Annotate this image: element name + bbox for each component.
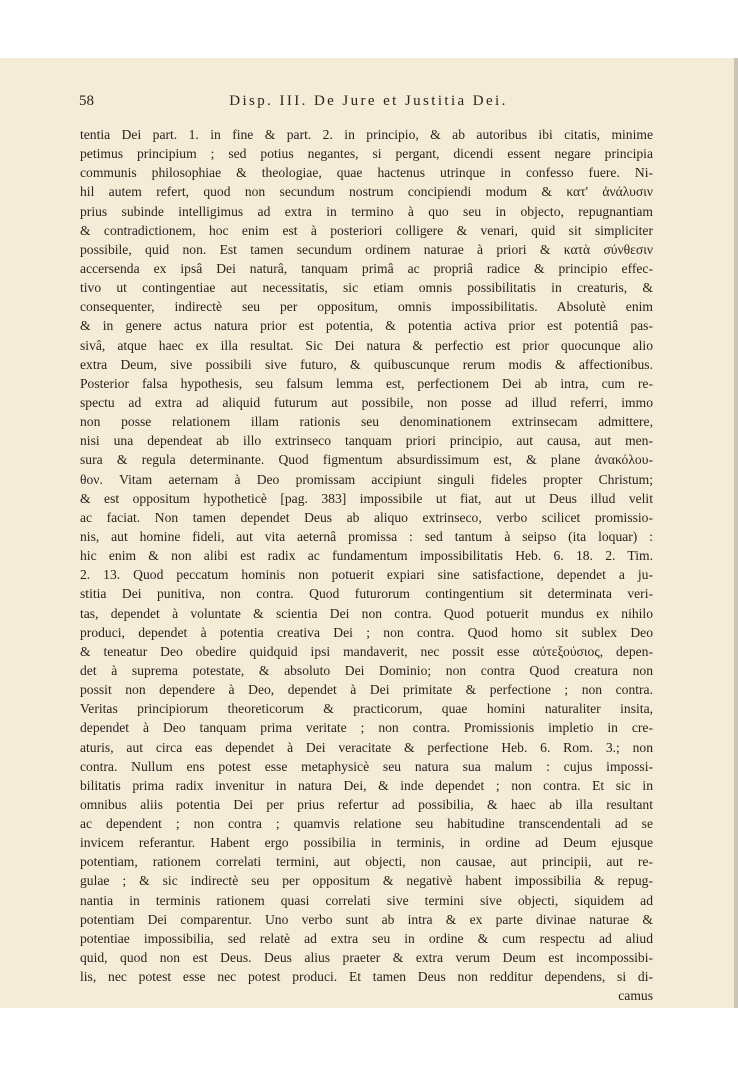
page-header [79, 93, 658, 113]
text-line: & teneatur Deo obedire quidquid ipsi mandaverit, nec possit esse αὐτεξούσιος, depen- [80, 643, 653, 659]
text-line: sivâ, atque haec ex illa resultat. Sic Dei natura & perfectio est prior quocunque alio [80, 337, 653, 353]
page-edge [734, 58, 738, 1008]
text-line: & est oppositum hypotheticè [pag. 383] impossibile ut fiat, aut ut Deus illud velit [80, 490, 653, 506]
text-line: sura & regula determinante. Quod figmentum absurdissimum est, & plane ἀνακόλου- [80, 452, 653, 468]
text-line: stitia Dei punitiva, non contra. Quod futurorum contingentium sit determinata veri- [80, 586, 653, 602]
text-line: possibile, quid non. Est tamen secundum ordinem naturae à priori & κατὰ σύνθεσιν [80, 241, 653, 257]
text-line: consequenter, indirectè seu per oppositum, omnis impossibilitatis. Absolutè enim [80, 299, 653, 315]
text-line: potentiae impossibilia, sed relatè ad extra seu in ordine & cum respectu ad aliud [80, 930, 653, 946]
text-line: lis, nec potest esse nec potest produci. Et tamen Deus non redditur dependens, si di- [80, 969, 653, 985]
text-line: 2. 13. Quod peccatum hominis non potuerit expiari sine satisfactione, dependet a ju- [80, 567, 653, 583]
text-line: bilitatis prima radix invenitur in natura Dei, & inde dependet ; non contra. Et sic in [80, 777, 653, 793]
text-line: accersenda ex ipsâ Dei naturâ, tanquam primâ ac propriâ radice & principio effec- [80, 260, 653, 276]
body-text [80, 125, 653, 1005]
text-line: tentia Dei part. 1. in fine & part. 2. in principio, & ab autoribus ibi citatis, minime [80, 127, 653, 142]
text-line: dependet à Deo tanquam prima veritate ; non contra. Promissionis impletio in cre- [80, 720, 653, 736]
text-line: possit non dependere à Deo, dependet à Dei primitate & perfectione ; non contra. [80, 682, 653, 698]
text-line: hic enim & non alibi est radix ac fundamentum impossibilitatis Heb. 6. 18. 2. Tim. [80, 548, 653, 564]
text-line: & contradictionem, hoc enim est à posteriori colligere & venari, quid sit simpliciter [80, 222, 653, 238]
running-title: Disp. III. De Jure et Justitia Dei. [229, 93, 508, 109]
text-line: nisi una dependeat ab illo extrinseco tanquam priori principio, aut causa, aut men- [80, 433, 653, 449]
text-line: invicem referantur. Habent ergo possibilia in terminis, in ordine ad Deum ejusque [80, 835, 653, 851]
text-line: nantia in terminis rationem quasi correlati sive termini sive objecti, siquidem ad [80, 892, 653, 908]
text-line: produci, dependet à potentia creativa Dei ; non contra. Quod homo sit sublex Deo [80, 624, 653, 640]
page-number: 58 [79, 93, 94, 109]
text-line: spectu ad extra ad aliquid futurum aut possibile, non posse ad illud referri, immo [80, 394, 653, 410]
text-line: omnibus aliis potentia Dei per prius refertur ad possibilia, & haec ab illa resultant [80, 796, 653, 812]
text-line: & in genere actus natura prior est potentia, & potentia activa prior est potentiâ pas- [80, 318, 653, 334]
text-line: potentiam Dei comparentur. Uno verbo sunt ab intra & ex parte divinae naturae & [80, 911, 653, 927]
text-line: quid, quod non est Deus. Deus alius praeter & extra verum Deum est incompossibi- [80, 950, 653, 966]
text-line: non posse relationem illam rationis seu denominationem extrinsecam admittere, [80, 414, 653, 430]
text-line: petimus principium ; sed potius negantes, si pergant, dicendi essent negare principia [80, 146, 653, 162]
text-line: aturis, aut circa eas dependet à Dei veracitate & perfectione Heb. 6. Rom. 3.; non [80, 739, 653, 755]
text-line: tas, dependet à voluntate & scientia Dei non contra. Quod potuerit mundus ex nihilo [80, 605, 653, 621]
text-line: potentiam, rationem correlati termini, aut objecti, non causae, aut principii, aut re- [80, 854, 653, 870]
text-line: ac faciat. Non tamen dependet Deus ab aliquo extrinseco, verbo scilicet promissio- [80, 509, 653, 525]
text-line: ac dependent ; non contra ; quamvis relatione seu habitudine transcendentali ad se [80, 816, 653, 832]
text-line: contra. Nullum ens potest esse metaphysicè seu natura sua malum : cujus impossi- [80, 758, 653, 774]
text-line: Veritas principiorum theoreticorum & practicorum, quae homini naturaliter insita, [80, 701, 653, 717]
book-page [0, 58, 734, 1008]
text-line: nis, aut homine fideli, aut vita aeternâ promissa : sed tantum à seipso (ita loquar) : [80, 528, 653, 544]
text-line: prius subinde intelligimus ad extra in termino à quo seu in objecto, repugnantiam [80, 203, 653, 219]
text-line: tivo ut contingentiae aut necessitatis, sic etiam omnis possibilitatis in creaturis, & [80, 280, 653, 296]
text-line: Posterior falsa hypothesis, seu falsum lemma est, perfectionem Dei ab intra, cum re- [80, 375, 653, 391]
text-line: det à suprema potestate, & absoluto Dei Dominio; non contra Quod creatura non [80, 662, 653, 678]
text-line: communis philosophiae & theologiae, quae hactenus utrinque in confesso fuere. Ni- [80, 165, 653, 181]
catchword: camus [618, 988, 653, 1004]
text-line: extra Deum, sive possibili sive futuro, & quibuscunque rerum modis & affectionibus. [80, 356, 653, 372]
text-line: gulae ; & sic indirectè seu per oppositum & negativè habent impossibilia & repug- [80, 873, 653, 889]
text-line: hil autem refert, quod non secundum nostrum concipiendi modum & κατ' ἀνάλυσιν [80, 184, 653, 200]
text-line: θον. Vitam aeternam à Deo promissam accipiunt singuli fideles propter Christum; [80, 471, 653, 487]
